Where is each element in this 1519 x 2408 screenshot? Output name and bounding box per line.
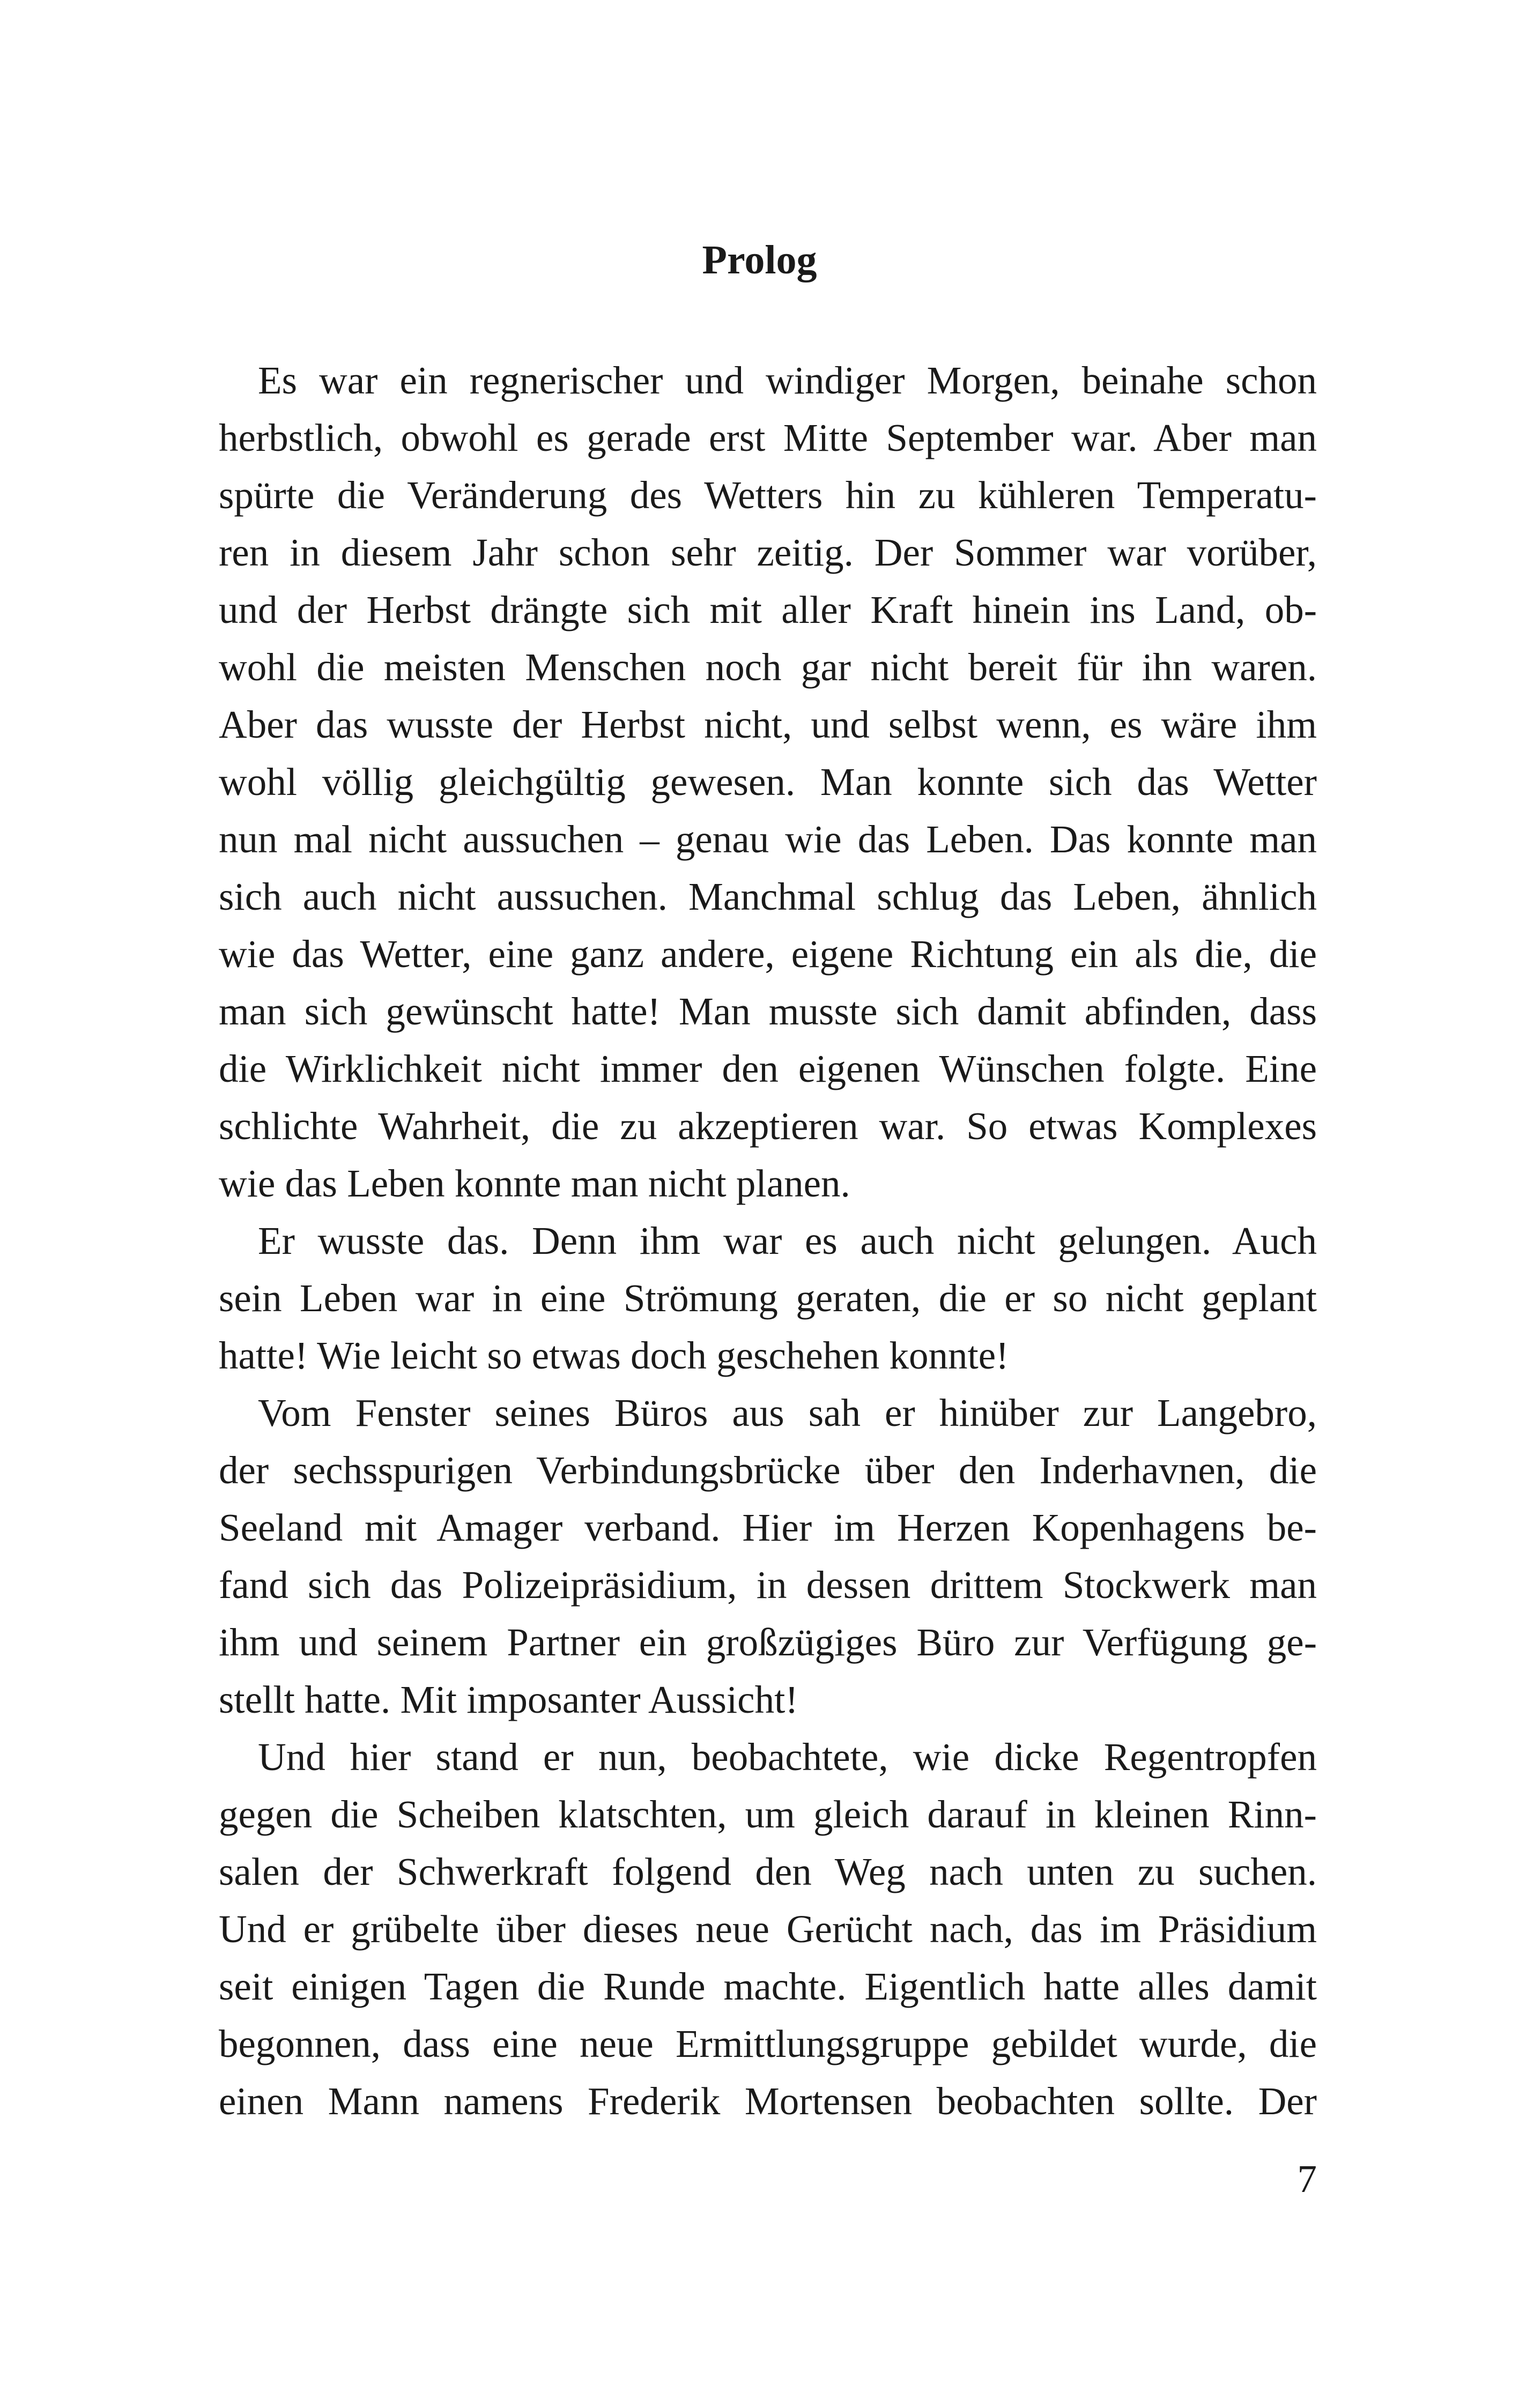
text-line: sich auch nicht aussuchen. Manchmal schlug das Leben, ähnlich [219,875,1317,918]
text-line: nun mal nicht aussuchen – genau wie das Leben. Das konnte man [219,817,1317,861]
text-line: wie das Leben konnte man nicht planen. [219,1162,850,1205]
chapter-title: Prolog [702,237,817,283]
text-line: der sechsspurigen Verbindungsbrücke über den Inderhavnen, die [219,1448,1317,1492]
text-line: wohl die meisten Menschen noch gar nicht bereit für ihn waren. [219,645,1317,689]
text-line: Er wusste das. Denn ihm war es auch nicht gelungen. Auch [258,1219,1317,1262]
text-line: seit einigen Tagen die Runde machte. Eigentlich hatte alles damit [219,1965,1317,2008]
text-line: spürte die Veränderung des Wetters hin zu kühleren Temperatu- [219,473,1317,517]
text-line: man sich gewünscht hatte! Man musste sich damit abfinden, dass [219,990,1317,1033]
text-line: stellt hatte. Mit imposanter Aussicht! [219,1678,798,1721]
text-line: Seeland mit Amager verband. Hier im Herzen Kopenhagens be- [219,1506,1317,1549]
page-number: 7 [1297,2157,1317,2201]
text-line: gegen die Scheiben klatschten, um gleich darauf in kleinen Rinn- [219,1793,1317,1836]
text-line: salen der Schwerkraft folgend den Weg nach unten zu suchen. [219,1850,1317,1893]
text-line: Aber das wusste der Herbst nicht, und selbst wenn, es wäre ihm [219,703,1317,746]
text-line: und der Herbst drängte sich mit aller Kraft hinein ins Land, ob- [219,588,1317,631]
text-line: die Wirklichkeit nicht immer den eigenen Wünschen folgte. Eine [219,1047,1317,1090]
text-line: herbstlich, obwohl es gerade erst Mitte September war. Aber man [219,416,1317,459]
text-line: fand sich das Polizeipräsidium, in dessen drittem Stockwerk man [219,1563,1317,1607]
text-line: Vom Fenster seines Büros aus sah er hinüber zur Langebro, [258,1391,1317,1435]
text-line: hatte! Wie leicht so etwas doch geschehen konnte! [219,1334,1009,1377]
text-line: wohl völlig gleichgültig gewesen. Man konnte sich das Wetter [219,760,1317,804]
text-line: ihm und seinem Partner ein großzügiges Büro zur Verfügung ge- [219,1621,1317,1664]
text-line: schlichte Wahrheit, die zu akzeptieren war. So etwas Komplexes [219,1104,1317,1148]
text-line: Es war ein regnerischer und windiger Morgen, beinahe schon [258,359,1317,402]
text-line: einen Mann namens Frederik Mortensen beobachten sollte. Der [219,2079,1317,2123]
text-line: Und hier stand er nun, beobachtete, wie dicke Regentropfen [258,1735,1317,1779]
text-line: wie das Wetter, eine ganz andere, eigene Richtung ein als die, die [219,932,1317,976]
text-line: ren in diesem Jahr schon sehr zeitig. Der Sommer war vorüber, [219,531,1317,574]
text-line: begonnen, dass eine neue Ermittlungsgruppe gebildet wurde, die [219,2022,1317,2065]
text-line: Und er grübelte über dieses neue Gerücht nach, das im Präsidium [219,1907,1317,1951]
text-line: sein Leben war in eine Strömung geraten, die er so nicht geplant [219,1276,1317,1320]
body-text [219,352,1317,2130]
